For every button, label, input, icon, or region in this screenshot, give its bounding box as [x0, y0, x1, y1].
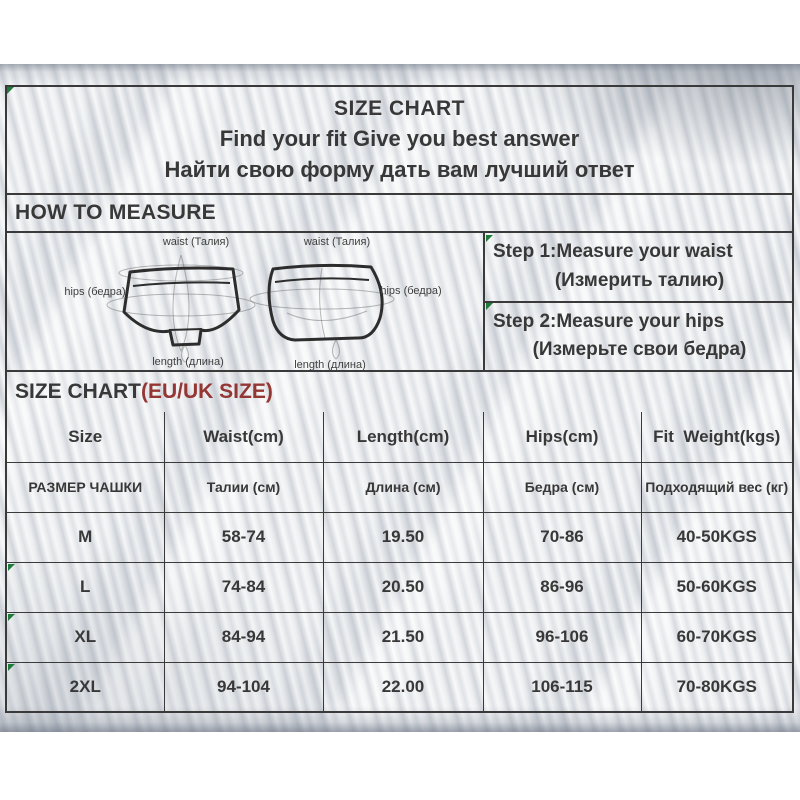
green-corner-marker: [486, 303, 493, 310]
cell-weight: 50-60KGS: [641, 562, 792, 612]
green-corner-marker: [7, 87, 14, 94]
col-header-weight: Fit Weight(kgs): [641, 412, 792, 462]
step-2-cell: [485, 303, 792, 371]
size-chart-heading: SIZE CHART: [15, 380, 141, 403]
table-row-2xl: [7, 662, 792, 712]
step-1-text-ru: (Измерить талию): [554, 269, 725, 291]
panty-diagrams-cell: [7, 233, 483, 370]
cell-weight: 70-80KGS: [641, 662, 792, 712]
col-header-weight-ru: Подходящий вес (кг): [641, 462, 792, 512]
measure-section: [7, 233, 792, 372]
cell-size: 2XL: [7, 662, 164, 712]
step-1-cell: [485, 233, 792, 303]
main-border-box: [5, 85, 794, 713]
waist-label-back: waist (Талия): [303, 236, 371, 248]
how-to-measure-heading-row: [7, 195, 792, 233]
step-2-text-en: Step 2:Measure your hips: [493, 310, 725, 332]
green-corner-marker: [8, 614, 15, 621]
cell-hips: 106-115: [483, 662, 641, 712]
measure-steps-column: [483, 233, 792, 370]
table-header-row-ru: [7, 462, 792, 512]
green-corner-marker: [8, 664, 15, 671]
length-label-back: length (длина): [294, 359, 366, 371]
subtitle-en: Find your fit Give you best answer: [219, 126, 580, 151]
how-to-measure-heading: HOW TO MEASURE: [15, 201, 216, 224]
cell-size: M: [7, 512, 164, 562]
cell-length: 22.00: [323, 662, 483, 712]
green-corner-marker: [486, 235, 493, 242]
table-row-xl: [7, 612, 792, 662]
cell-hips: 70-86: [483, 512, 641, 562]
cell-size: L: [7, 562, 164, 612]
cell-weight: 40-50KGS: [641, 512, 792, 562]
brief-front-diagram: [107, 255, 255, 362]
title-section: [7, 87, 792, 195]
col-header-hips: Hips(cm): [483, 412, 641, 462]
hips-label-back: hips (бедра): [380, 285, 442, 297]
brief-back-diagram: [250, 265, 394, 359]
step-2-text-ru: (Измерьте свои бедра): [532, 339, 747, 360]
cell-waist: 94-104: [164, 662, 323, 712]
col-header-length: Length(cm): [323, 412, 483, 462]
panty-diagrams-illustration: [7, 233, 483, 370]
cell-weight: 60-70KGS: [641, 612, 792, 662]
col-header-hips-ru: Бедра (см): [483, 462, 641, 512]
subtitle-ru: Найти свою форму дать вам лучший ответ: [164, 157, 635, 182]
cell-hips: 86-96: [483, 562, 641, 612]
table-header-row-en: [7, 412, 792, 462]
col-header-size: Size: [7, 412, 164, 462]
size-chart-heading-accent: (EU/UK SIZE): [141, 380, 273, 403]
hips-label-front: hips (бедра): [64, 286, 126, 298]
col-header-waist-ru: Талии (см): [164, 462, 323, 512]
step-1-text-en: Step 1:Measure your waist: [493, 241, 733, 262]
cell-length: 20.50: [323, 562, 483, 612]
col-header-length-ru: Длина (см): [323, 462, 483, 512]
col-header-size-ru: РАЗМЕР ЧАШКИ: [7, 462, 164, 512]
cell-waist: 58-74: [164, 512, 323, 562]
cell-waist: 84-94: [164, 612, 323, 662]
size-chart-heading-row: [7, 372, 792, 412]
table-row-m: [7, 512, 792, 562]
table-row-l: [7, 562, 792, 612]
length-label-front: length (длина): [152, 356, 224, 368]
cell-length: 19.50: [323, 512, 483, 562]
green-corner-marker: [8, 564, 15, 571]
cell-waist: 74-84: [164, 562, 323, 612]
page-title: SIZE CHART: [334, 97, 465, 120]
col-header-waist: Waist(cm): [164, 412, 323, 462]
cell-length: 21.50: [323, 612, 483, 662]
cell-hips: 96-106: [483, 612, 641, 662]
size-table: [7, 412, 792, 712]
waist-label-front: waist (Талия): [162, 236, 230, 248]
cell-size: XL: [7, 612, 164, 662]
